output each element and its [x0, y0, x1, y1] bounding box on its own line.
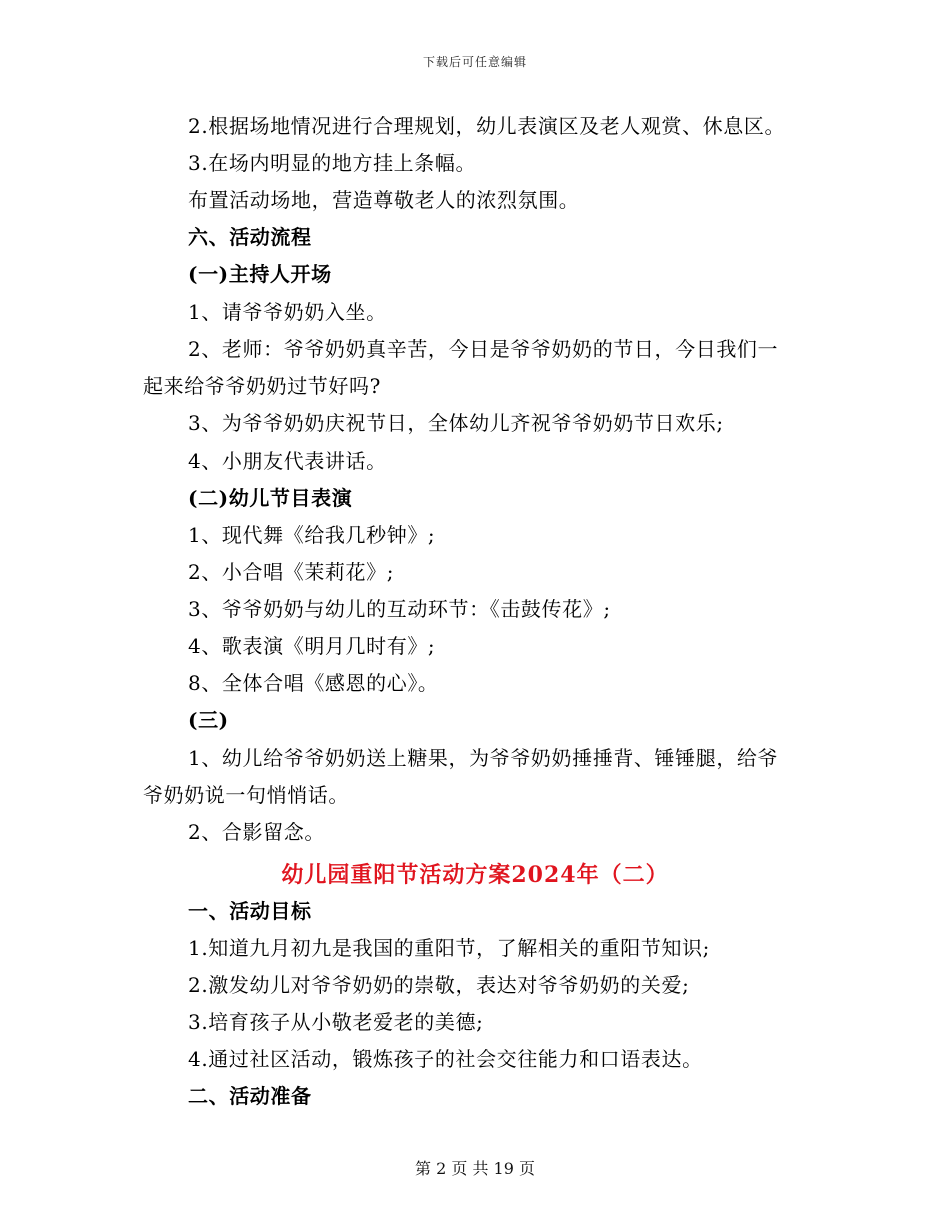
subsection-heading: (三)	[188, 708, 229, 732]
subsection-heading: (二)幼儿节目表演	[188, 486, 353, 510]
text-line: 1、请爷爷奶奶入坐。	[188, 300, 387, 324]
text-line: 爷奶奶说一句悄悄话。	[143, 783, 349, 807]
page-footer: 第 2 页 共 19 页	[415, 1159, 535, 1178]
text-line: 布置活动场地，营造尊敬老人的浓烈氛围。	[188, 188, 580, 212]
text-line: 2、合影留念。	[188, 820, 325, 844]
text-line: 3、爷爷奶奶与幼儿的互动环节：《击鼓传花》;	[188, 597, 611, 621]
page-header: 下载后可任意编辑	[422, 55, 527, 69]
text-line: 2.根据场地情况进行合理规划，幼儿表演区及老人观赏、休息区。	[188, 114, 786, 138]
text-line: 4、小朋友代表讲话。	[188, 449, 387, 473]
text-line: 1.知道九月初九是我国的重阳节，了解相关的重阳节知识;	[188, 936, 711, 960]
text-line: 起来给爷爷奶奶过节好吗?	[143, 374, 381, 398]
text-line: 1、幼儿给爷爷奶奶送上糖果，为爷爷奶奶捶捶背、锤锤腿，给爷	[188, 746, 779, 770]
text-line: 4、歌表演《明月几时有》;	[188, 634, 436, 658]
text-line: 8、全体合唱《感恩的心》。	[188, 671, 439, 695]
text-line: 3.在场内明显的地方挂上条幅。	[188, 151, 477, 175]
section-heading: 二、活动准备	[188, 1084, 312, 1108]
text-line: 1、现代舞《给我几秒钟》;	[188, 523, 436, 547]
subsection-heading: (一)主持人开场	[188, 262, 332, 286]
text-line: 2、小合唱《茉莉花》;	[188, 560, 395, 584]
text-line: 3、为爷爷奶奶庆祝节日，全体幼儿齐祝爷爷奶奶节日欢乐;	[188, 411, 724, 435]
section-title: 幼儿园重阳节活动方案2024年（二）	[281, 862, 669, 888]
text-line: 2、老师：爷爷奶奶真辛苦，今日是爷爷奶奶的节日，今日我们一	[188, 337, 779, 361]
text-line: 3.培育孩子从小敬老爱老的美德;	[188, 1010, 484, 1034]
text-line: 2.激发幼儿对爷爷奶奶的崇敬，表达对爷爷奶奶的关爱;	[188, 973, 690, 997]
section-heading: 六、活动流程	[188, 225, 312, 249]
section-heading: 一、活动目标	[188, 899, 312, 923]
text-line: 4.通过社区活动，锻炼孩子的社会交往能力和口语表达。	[188, 1047, 703, 1071]
